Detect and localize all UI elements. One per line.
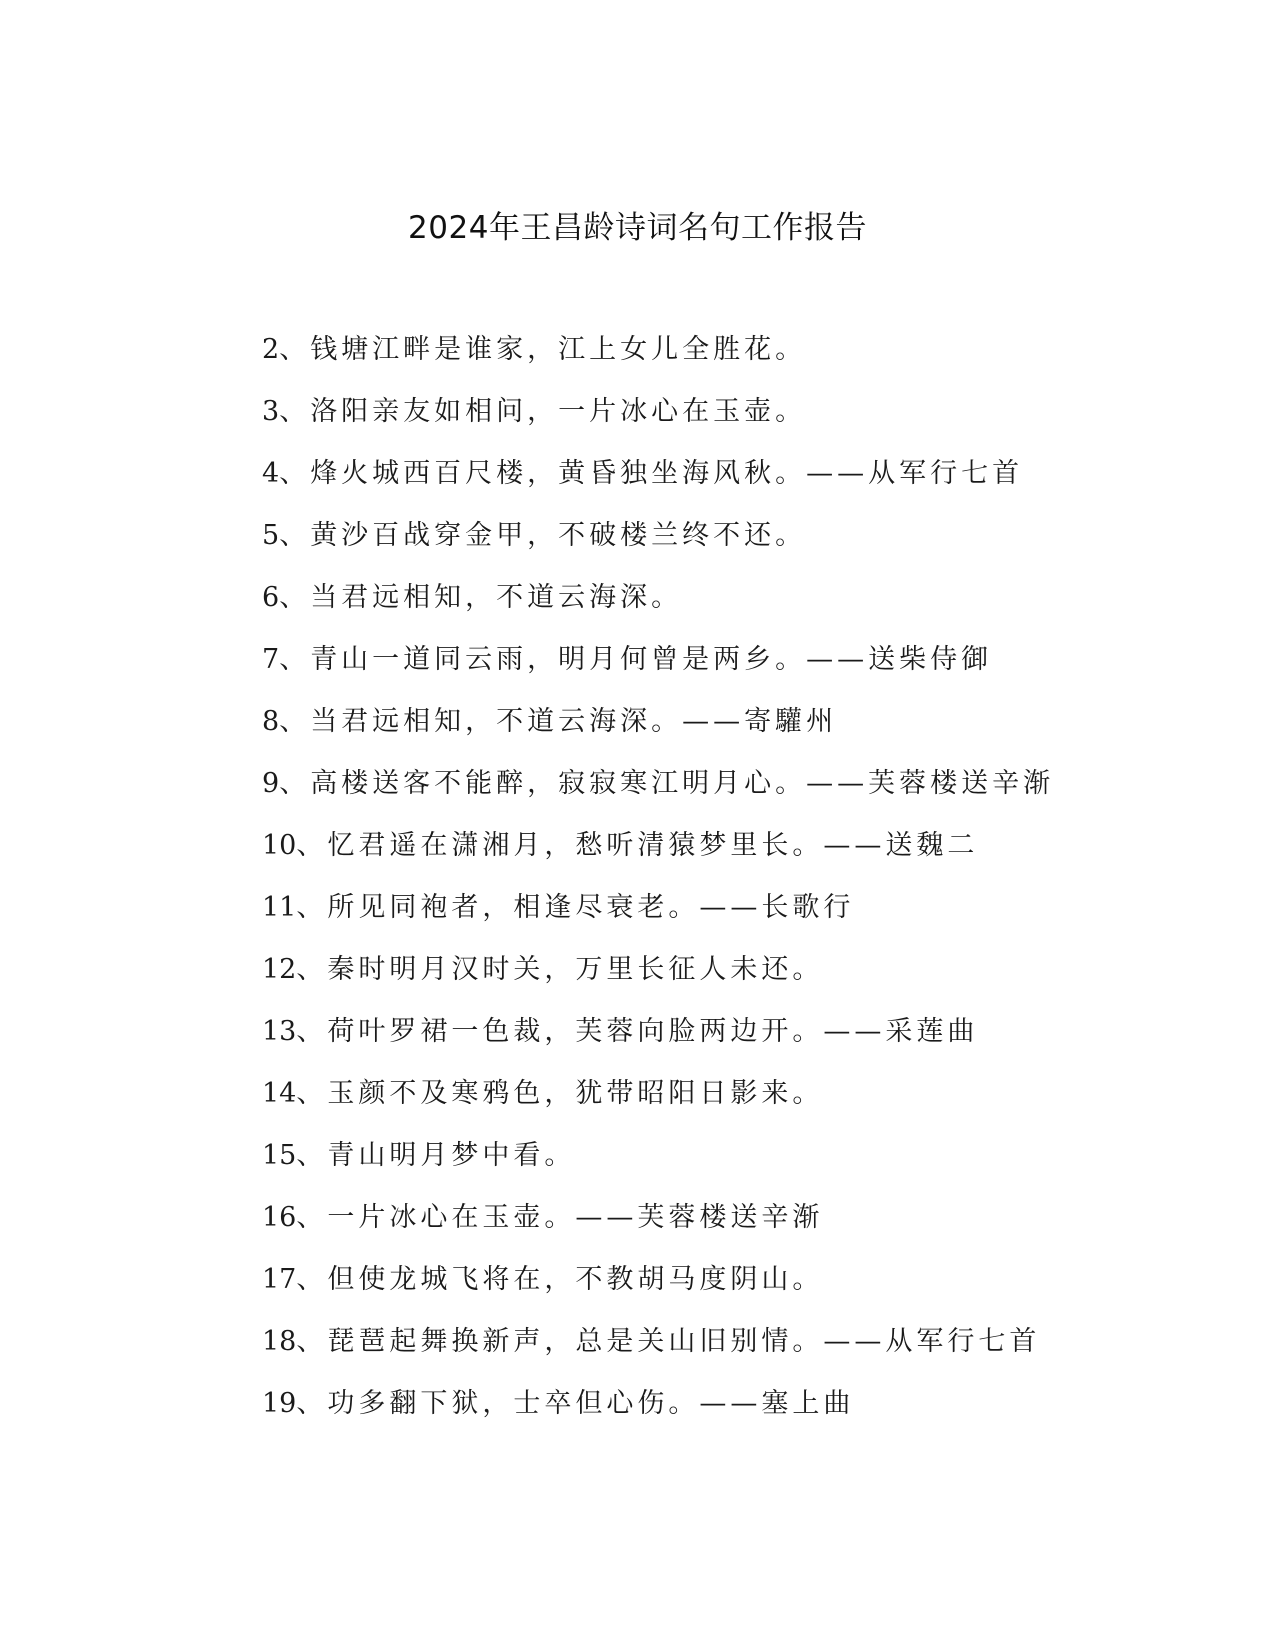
- verse-separator: 、: [296, 1264, 328, 1295]
- verse-number: 11: [262, 892, 297, 923]
- verse-number: 16: [262, 1202, 297, 1233]
- verse-text: 所见同袍者，相逢尽衰老。——长歌行: [327, 892, 855, 923]
- verse-line: [262, 578, 1222, 640]
- verse-number: 7: [262, 644, 280, 675]
- verse-text: 钱塘江畔是谁家，江上女儿全胜花。: [310, 334, 807, 365]
- verse-line: [262, 454, 1222, 516]
- verse-number: 2: [262, 334, 280, 365]
- verse-text: 但使龙城飞将在，不教胡马度阴山。: [327, 1264, 824, 1295]
- verse-line: [262, 330, 1222, 392]
- verse-line: [262, 1322, 1222, 1384]
- verse-line: [262, 702, 1222, 764]
- verse-line: [262, 392, 1222, 454]
- document-title: 2024年王昌龄诗词名句工作报告: [408, 210, 867, 246]
- verse-line: [262, 1384, 1222, 1446]
- verse-separator: 、: [296, 892, 328, 923]
- verse-line: [262, 764, 1222, 826]
- verse-text: 荷叶罗裙一色裁，芙蓉向脸两边开。——采莲曲: [327, 1016, 979, 1047]
- verse-text: 秦时明月汉时关，万里长征人未还。: [327, 954, 824, 985]
- verse-line: [262, 1136, 1222, 1198]
- verse-text: 烽火城西百尺楼，黄昏独坐海风秋。——从军行七首: [310, 458, 1024, 489]
- verse-separator: 、: [279, 706, 311, 737]
- verse-number: 5: [262, 520, 280, 551]
- verse-text: 青山明月梦中看。: [327, 1140, 576, 1171]
- verse-line: [262, 640, 1222, 702]
- verse-separator: 、: [279, 334, 311, 365]
- verse-number: 18: [262, 1326, 297, 1357]
- verse-text: 当君远相知，不道云海深。——寄驩州: [310, 706, 838, 737]
- verse-separator: 、: [279, 644, 311, 675]
- verse-line: [262, 516, 1222, 578]
- verse-separator: 、: [296, 1016, 328, 1047]
- verse-separator: 、: [296, 1202, 328, 1233]
- verse-number: 3: [262, 396, 280, 427]
- verse-number: 17: [262, 1264, 297, 1295]
- verse-text: 青山一道同云雨，明月何曾是两乡。——送柴侍御: [310, 644, 993, 675]
- verse-text: 高楼送客不能醉，寂寂寒江明月心。——芙蓉楼送辛渐: [310, 768, 1055, 799]
- verse-separator: 、: [296, 1326, 328, 1357]
- verse-line: [262, 826, 1222, 888]
- verse-separator: 、: [279, 768, 311, 799]
- verse-number: 9: [262, 768, 280, 799]
- verse-text: 黄沙百战穿金甲，不破楼兰终不还。: [310, 520, 807, 551]
- verse-number: 15: [262, 1140, 297, 1171]
- verse-number: 12: [262, 954, 297, 985]
- verse-separator: 、: [296, 830, 328, 861]
- verse-text: 洛阳亲友如相问，一片冰心在玉壶。: [310, 396, 807, 427]
- verse-text: 功多翻下狱，士卒但心伤。——塞上曲: [327, 1388, 855, 1419]
- verse-text: 当君远相知，不道云海深。: [310, 582, 683, 613]
- verse-separator: 、: [296, 1140, 328, 1171]
- verse-separator: 、: [296, 954, 328, 985]
- verse-number: 13: [262, 1016, 297, 1047]
- verse-separator: 、: [296, 1078, 328, 1109]
- verse-list: [262, 330, 1222, 1446]
- verse-line: [262, 1012, 1222, 1074]
- verse-number: 8: [262, 706, 280, 737]
- verse-text: 玉颜不及寒鸦色，犹带昭阳日影来。: [327, 1078, 824, 1109]
- verse-text: 一片冰心在玉壶。——芙蓉楼送辛渐: [327, 1202, 824, 1233]
- verse-number: 6: [262, 582, 280, 613]
- verse-text: 琵琶起舞换新声，总是关山旧别情。——从军行七首: [327, 1326, 1041, 1357]
- verse-separator: 、: [296, 1388, 328, 1419]
- verse-line: [262, 950, 1222, 1012]
- verse-line: [262, 1260, 1222, 1322]
- verse-text: 忆君遥在潇湘月，愁听清猿梦里长。——送魏二: [327, 830, 979, 861]
- verse-separator: 、: [279, 520, 311, 551]
- verse-separator: 、: [279, 458, 311, 489]
- verse-separator: 、: [279, 396, 311, 427]
- verse-number: 14: [262, 1078, 297, 1109]
- verse-number: 19: [262, 1388, 297, 1419]
- verse-number: 4: [262, 458, 280, 489]
- verse-line: [262, 1074, 1222, 1136]
- verse-separator: 、: [279, 582, 311, 613]
- verse-line: [262, 888, 1222, 950]
- verse-line: [262, 1198, 1222, 1260]
- verse-number: 10: [262, 830, 297, 861]
